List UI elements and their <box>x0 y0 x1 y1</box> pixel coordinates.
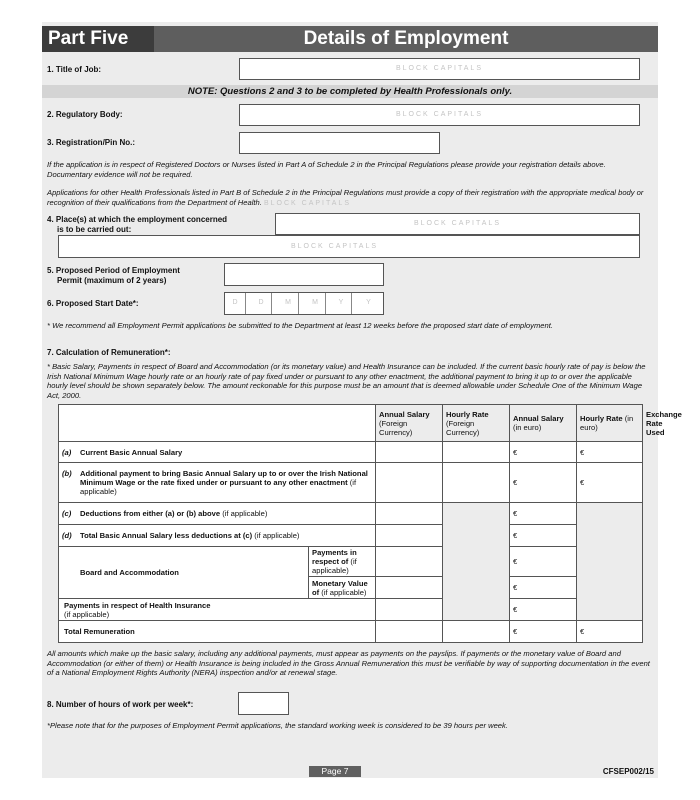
table-row <box>59 547 643 577</box>
hours-label: 8. Number of hours of work per week*: <box>47 700 194 709</box>
remuneration-table <box>58 404 682 643</box>
row-a-label: (a) Current Basic Annual Salary <box>59 442 376 463</box>
row-d-label: (d) Total Basic Annual Salary less deductions at (c) (if applicable) <box>59 525 376 547</box>
year-cell-1[interactable]: Y <box>331 293 352 314</box>
basic-salary-note: * Basic Salary, Payments in respect of Board and Accommodation (or its monetary value) and Health Insurance can be included. If the current basic hourly rate of pay is below the Irish National Minimum Wage hourly rate or an hourly rate of pay fixed under or pursuant to any other enactment, the additional payment to bring it up to or over the applicable hourly level should be shown separately below. The amount reckonable for this purpose must be an amount that is deemed allowable under Schedule One of the Minimum Wage Act, 2000. <box>47 362 646 400</box>
place-input-line1[interactable] <box>275 213 640 235</box>
row-c-annual-euro[interactable]: € <box>510 503 577 525</box>
place-line1-placeholder: BLOCK CAPITALS <box>263 199 351 207</box>
job-title-label: 1. Title of Job: <box>47 65 102 74</box>
regulatory-body-label: 2. Regulatory Body: <box>47 110 123 119</box>
row-d-annual-foreign[interactable] <box>376 525 443 547</box>
table-row <box>59 599 643 621</box>
total-hourly-foreign[interactable] <box>443 621 510 643</box>
registration-pin-label: 3. Registration/Pin No.: <box>47 138 136 147</box>
col-annual-euro: Annual Salary (in euro) <box>510 405 577 442</box>
page-number: Page 7 <box>309 766 361 777</box>
row-b-hourly-euro[interactable]: € <box>577 463 643 503</box>
place-label-line2: is to be carried out: <box>57 225 132 234</box>
period-label-line1: 5. Proposed Period of Employment <box>47 266 180 275</box>
regulatory-body-placeholder: BLOCK CAPITALS <box>395 111 483 118</box>
board-label: Board and Accommodation <box>59 547 309 599</box>
header-blank <box>59 405 376 442</box>
row-b-annual-foreign[interactable] <box>376 463 443 503</box>
board-value-label: Monetary Value of (if applicable) <box>309 577 376 599</box>
place-input-line2[interactable] <box>58 235 640 258</box>
board-value-euro[interactable]: € <box>510 577 577 599</box>
table-row <box>59 621 643 643</box>
place-label-line1: 4. Place(s) at which the employment concerned <box>47 215 228 224</box>
year-cell-2[interactable]: Y <box>366 299 371 306</box>
total-annual-euro[interactable]: € <box>510 621 577 643</box>
table-row <box>59 503 643 525</box>
row-a-annual-euro[interactable]: € <box>510 442 577 463</box>
place-line2-placeholder: BLOCK CAPITALS <box>413 220 501 227</box>
job-title-input[interactable] <box>239 58 640 80</box>
standard-week-note: *Please note that for the purposes of Employment Permit applications, the standard working week is considered to be 39 hours per week. <box>47 721 508 730</box>
total-label: Total Remuneration <box>59 621 376 643</box>
hourly-foreign-shaded <box>443 503 510 621</box>
row-c-label: (c) Deductions from either (a) or (b) above (if applicable) <box>59 503 376 525</box>
section-header <box>42 26 658 52</box>
health-insurance-label: Payments in respect of Health Insurance (if applicable) <box>59 599 376 621</box>
row-b-hourly-foreign[interactable] <box>443 463 510 503</box>
payslip-note: All amounts which make up the basic salary, including any additional payments, must appear as payments on the payslips. If payments or the monetary value of Board and Accommodation (or either of them) or Health Insurance is being included in the Gross Annual Remuneration this must be verifiable by way of supporting documentation in the event of a National Employment Rights Authority (NERA) inspection and/or at renewal stage. <box>47 649 650 677</box>
registration-pin-input[interactable] <box>239 132 440 154</box>
day-cell-1[interactable]: D <box>225 293 246 314</box>
row-a-hourly-euro[interactable]: € <box>577 442 643 463</box>
day-cell-2[interactable]: D <box>251 293 272 314</box>
recommend-note: * We recommend all Employment Permit applications be submitted to the Department at least 12 weeks before the proposed start date of employment. <box>47 321 553 330</box>
total-annual-foreign[interactable] <box>376 621 443 643</box>
board-payments-euro[interactable]: € <box>510 547 577 577</box>
remuneration-label: 7. Calculation of Remuneration*: <box>47 348 171 357</box>
health-euro[interactable]: € <box>510 599 577 621</box>
part-label: Part Five <box>42 26 154 52</box>
col-annual-foreign: Annual Salary (Foreign Currency) <box>376 405 443 442</box>
col-hourly-euro: Hourly Rate (in euro) <box>577 405 643 442</box>
section-title: Details of Employment <box>154 26 658 52</box>
hourly-euro-shaded <box>577 503 643 621</box>
table-header-row: Annual Salary (Foreign Currency) Hourly Rate (Foreign Currency) Annual Salary (in euro) Hourly Rate (in euro) Exchange Rate Used <box>59 405 643 442</box>
table-row <box>59 442 643 463</box>
other-professionals-text: Applications for other Health Professionals listed in Part B of Schedule 2 in the Principal Regulations must provide a copy of their registration with the appropriate medical body or recognition of their qualifications from the Department of Health. <box>47 188 644 207</box>
board-payments-label: Payments in respect of (if applicable) <box>309 547 376 577</box>
registration-paragraph: If the application is in respect of Registered Doctors or Nurses listed in Part A of Schedule 2 in the Principal Regulations please provide your registration details above. Documentary evidence will not be required. <box>47 160 606 179</box>
row-c-annual-foreign[interactable] <box>376 503 443 525</box>
col-hourly-foreign: Hourly Rate (Foreign Currency) <box>443 405 510 442</box>
row-b-label: (b) Additional payment to bring Basic Annual Salary up to or over the Irish National Minimum Wage or the rate fixed under or pursuant to any other enactment (if applicable) <box>59 463 376 503</box>
other-professionals-paragraph <box>47 188 647 208</box>
period-label-line2: Permit (maximum of 2 years) <box>57 276 167 285</box>
health-professionals-note: NOTE: Questions 2 and 3 to be completed by Health Professionals only. <box>42 85 658 98</box>
hours-input[interactable] <box>238 692 289 715</box>
period-input[interactable] <box>224 263 384 286</box>
place-line3-placeholder: BLOCK CAPITALS <box>291 243 379 250</box>
start-date-input[interactable] <box>224 292 384 315</box>
start-date-label: 6. Proposed Start Date*: <box>47 299 139 308</box>
table-row <box>59 525 643 547</box>
month-cell-1[interactable]: M <box>278 293 299 314</box>
form-page <box>42 22 682 778</box>
row-a-annual-foreign[interactable] <box>376 442 443 463</box>
row-d-annual-euro[interactable]: € <box>510 525 577 547</box>
form-code: CFSEP002/15 <box>602 767 654 776</box>
board-value-foreign[interactable] <box>376 577 443 599</box>
row-a-hourly-foreign[interactable] <box>443 442 510 463</box>
board-payments-foreign[interactable] <box>376 547 443 577</box>
month-cell-2[interactable]: M <box>305 293 326 314</box>
total-hourly-euro[interactable]: € <box>577 621 643 643</box>
table-row <box>59 463 643 503</box>
row-b-annual-euro[interactable]: € <box>510 463 577 503</box>
regulatory-body-input[interactable] <box>239 104 640 126</box>
health-foreign[interactable] <box>376 599 443 621</box>
job-title-placeholder: BLOCK CAPITALS <box>395 65 483 72</box>
